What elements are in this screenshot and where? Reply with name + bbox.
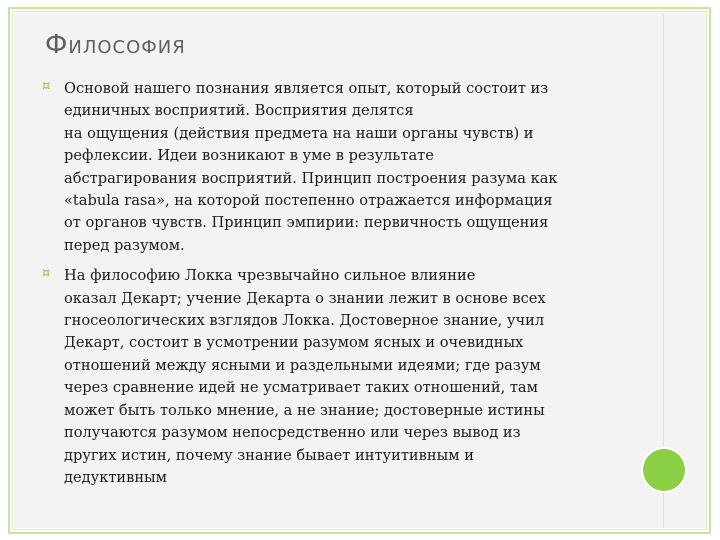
slide-title: Философия [45,30,186,60]
decorative-green-circle [643,449,685,491]
bullet-text: На философию Локка чрезвычайно сильное влияние оказал Декарт; учение Декарта о знании лежит в основе всех гносеологических взглядов Локка. Достоверное знание, учил Декарт, состоит в усмотрении разумом ясных и очевидных отношений между ясными и раздельными идеями; где разум через сравнение идей не усматривает таких отношений, там может быть только мнение, а не знание; достоверные истины получаются разумом непосредственно или через вывод из других истин, почему знание бывает интуитивным и дедуктивным [64,267,546,486]
bullet-icon: ¤ [42,266,51,282]
slide-content [40,78,620,497]
bullet-text: Основой нашего познания является опыт, который состоит из единичных восприятий. Восприятия делятся на ощущения (действия предмета на наши органы чувств) и рефлексии. Идеи возникают в уме в результате абстрагирования восприятий. Принцип построения разума как «tabula rasa», на которой постепенно отражается информация от органов чувств. Принцип эмпирии: первичность ощущения перед разумом. [64,80,558,254]
bullet-icon: ¤ [42,79,51,94]
bullet-item [40,265,620,489]
bullet-item [40,78,620,257]
